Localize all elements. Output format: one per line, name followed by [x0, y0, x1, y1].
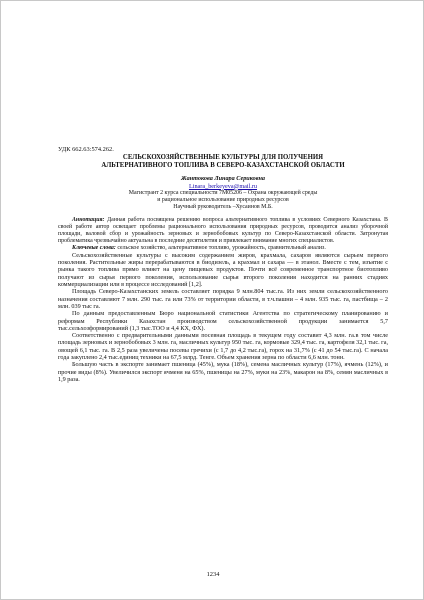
body-paragraph: Сельскохозяйственные культуры с высоким содержанием жиров, крахмала, сахаров являются сырьем первого поколения. Растительные жиры перерабатываются в биодизель, а крахмал и сахара — в этанол. Вместе с тем, изъятие с рынка такого топлива прямо влияет на цену пищевых продуктов. Почти всё современное транспортное биотопливо получают из сырья первого поколения, использование сырья второго поколения находится на ранних стадиях коммерциализации или в процессе исследований [1,2].	[58, 251, 388, 289]
article-title-line-1: СЕЛЬСКОХОЗЯЙСТВЕННЫЕ КУЛЬТУРЫ ДЛЯ ПОЛУЧЕНИЯ	[122, 154, 324, 162]
body-paragraph: Большую часть в экспорте занимает пшеница (45%), мука (18%), семена масличных культур (17%), ячмень (12%), и прочие виды (8%). Увеличился экспорт ячменя на 65%, пшеницы на 27%, муки на 23%, макарон на 8%, семян масличных в 1,9 раза.	[58, 361, 388, 383]
body-paragraph: Площадь Северо-Казахстанских земель составляет порядка 9 млн.804 тыс.га. Из них земли сельскохозяйственного назначения составляют 7 млн. 290 тыс. га или 73% от территории области, в т.ч.пашни – 4 млн. 935 тыс. га, пастбища – 2 млн. 039 тыс га.	[58, 288, 388, 310]
udc-code: УДК 662.63:574.262.	[58, 146, 114, 153]
keywords	[58, 245, 388, 252]
body-paragraph: По данным предоставленным Бюро национальной статистики Агентства по стратегическому планированию и реформам Республики Казахстан производством сельскохозяйственной продукции занимается 5,7 тыс.сельхозформирований (1,3 тыс.ТОО и 4,4 КХ, ФХ).	[58, 310, 388, 332]
author-name: Жантокова Линара Сериковна	[180, 175, 266, 183]
keywords-text: сельское хозяйство, альтернативное топливо, урожайность, сравнительный анализ.	[115, 244, 326, 251]
body-paragraph: Соответственно с предварительными данными посевная площадь в текущем году составит 4,3 млн. га.в том числе площадь зерновых и зернобобовых 3 млн. га, масличных культур 950 тыс. га, кормовые 329,4 тыс. га, картофеля 32,1 тыс. га, овощей 6,1 тыс. га. В 2,5 раза увеличены посевы гречихи (с 1,7 до 4,2 тыс.га), горох на 31,7% (с 41 до 54 тыс.га). С начала года закуплено 2,4 тыс.единиц техники на 67,5 млрд. Тенге. Объем хранения зерна по области 6,6 млн. тонн.	[58, 332, 389, 362]
article-title-line-2: АЛЬТЕРНАТИВНОГО ТОПЛИВА В СЕВЕРО-КАЗАХСТАНСКОЙ ОБЛАСТИ	[101, 162, 345, 170]
abstract-text: Данная работа посвящена решению вопроса альтернативного топлива в условиях Северного Казахстана. В своей работе автор освещает проблемы рационального использования природных ресурсов, проводится анализ уборочной площади, валовой сбор и урожайность зерновых и зернобобовых культур по Северо-Казахстанской области. Затронутая проблематика чрезвычайно актуальна в последние десятилетия и привлекает внимание многих специалистов.	[58, 216, 388, 244]
affiliation-line-2: и рациональное использование природных ресурсов	[157, 196, 289, 203]
abstract	[58, 217, 388, 245]
affiliation-line-1: Магистрант 2 курса специальности 7М05206 – Охрана окружающей среды	[128, 189, 318, 196]
article-body	[58, 146, 388, 383]
supervisor: Научный руководитель –Хусаинов М.Б.	[173, 203, 273, 210]
page-number: 1234	[206, 571, 220, 578]
keywords-label: Ключевые слова:	[72, 244, 116, 251]
abstract-label: Аннотация:	[72, 216, 105, 223]
author-email-link[interactable]: Linara_berkeyeva@mail.ru	[188, 182, 258, 190]
